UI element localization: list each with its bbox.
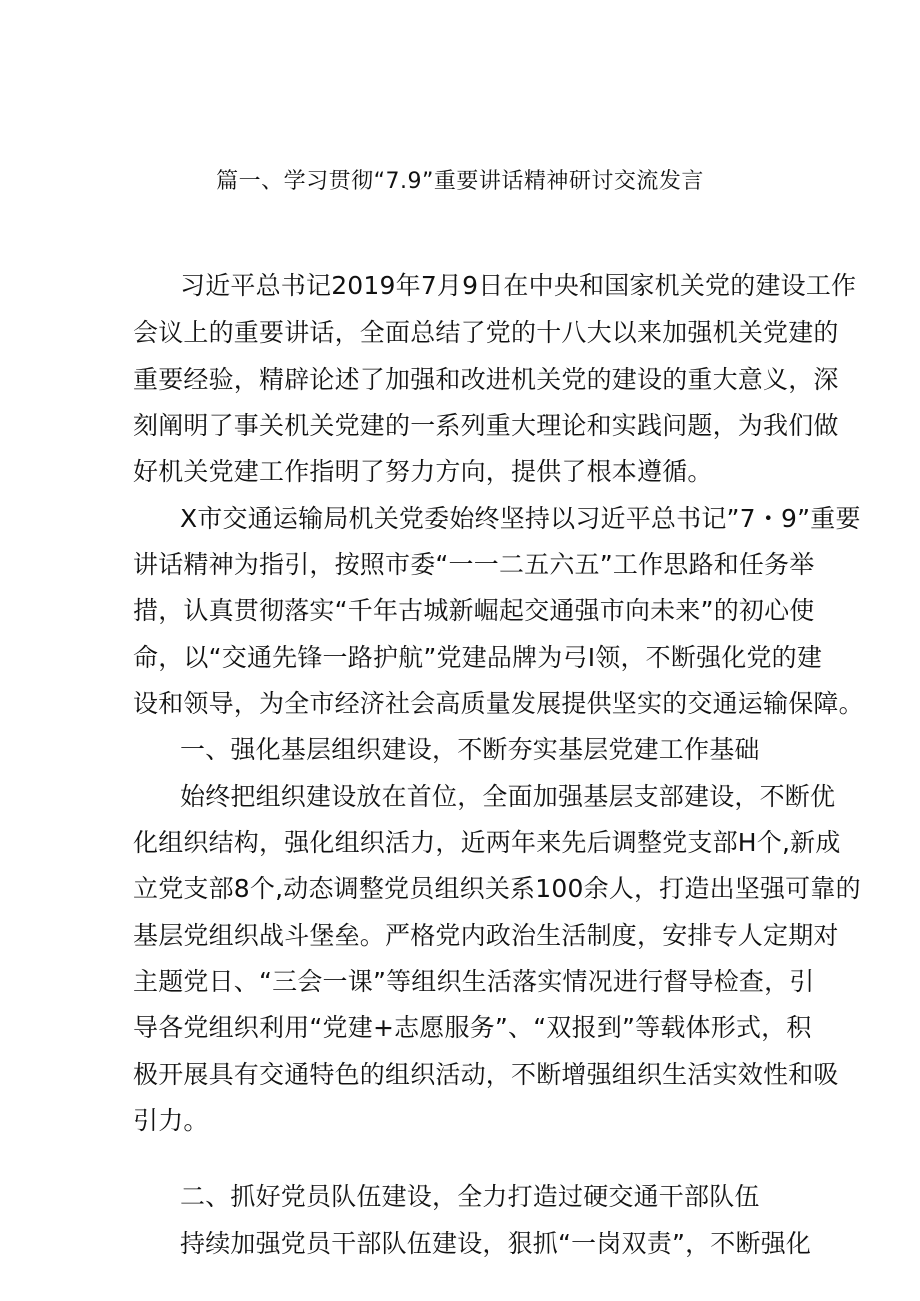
paragraph-line: 设和领导，为全市经济社会高质量发展提供坚实的交通运输保障。 [133,689,864,718]
paragraph-line: 会议上的重要讲话，全面总结了党的十八大以来加强机关党建的 [133,318,839,347]
paragraph-line: 极开展具有交通特色的组织活动，不断增强组织生活实效性和吸 [133,1060,839,1089]
paragraph-line: 措，认真贯彻落实“千年古城新崛起交通强市向未来”的初心使 [133,596,815,625]
paragraph-line: 化组织结构，强化组织活力，近两年来先后调整党支部H个,新成 [133,828,841,857]
document-title: 篇一、学习贯彻“7.9”重要讲话精神研讨交流发言 [216,169,704,194]
paragraph-line: X市交通运输局机关党委始终坚持以习近平总书记”7・9”重要 [180,504,861,533]
paragraph-line: 重要经验，精辟论述了加强和改进机关党的建设的重大意义，深 [133,365,839,394]
paragraph-line: 立党支部8个,动态调整党员组织关系100余人，打造出坚强可靠的 [133,874,861,903]
paragraph-line: 导各党组织利用“党建+志愿服务”、“双报到”等载体形式，积 [133,1013,812,1042]
section-heading: 二、抓好党员队伍建设，全力打造过硬交通干部队伍 [180,1182,760,1211]
paragraph-line: 命，以“交通先锋一路护航”党建品牌为弓I领，不断强化党的建 [133,643,823,672]
paragraph-line: 刻阐明了事关机关党建的一系列重大理论和实践问题，为我们做 [133,411,839,440]
paragraph-line: 持续加强党员干部队伍建设，狠抓“一岗双责”，不断强化 [180,1229,812,1258]
paragraph-line: 习近平总书记2019年7月9日在中央和国家机关党的建设工作 [180,271,857,300]
paragraph-line: 基层党组织战斗堡垒。严格党内政治生活制度，安排专人定期对 [133,921,839,950]
paragraph-line: 讲话精神为指引，按照市委“一一二五六五”工作思路和任务举 [133,550,815,579]
paragraph-line: 引力。 [133,1106,209,1135]
paragraph-line: 始终把组织建设放在首位，全面加强基层支部建设，不断优 [180,782,836,811]
paragraph-line: 主题党日、“三会一课”等组织生活落实情况进行督导检查，引 [133,967,815,996]
section-heading: 一、强化基层组织建设，不断夯实基层党建工作基础 [180,735,760,764]
paragraph-line: 好机关党建工作指明了努力方向，提供了根本遵循。 [133,457,713,486]
